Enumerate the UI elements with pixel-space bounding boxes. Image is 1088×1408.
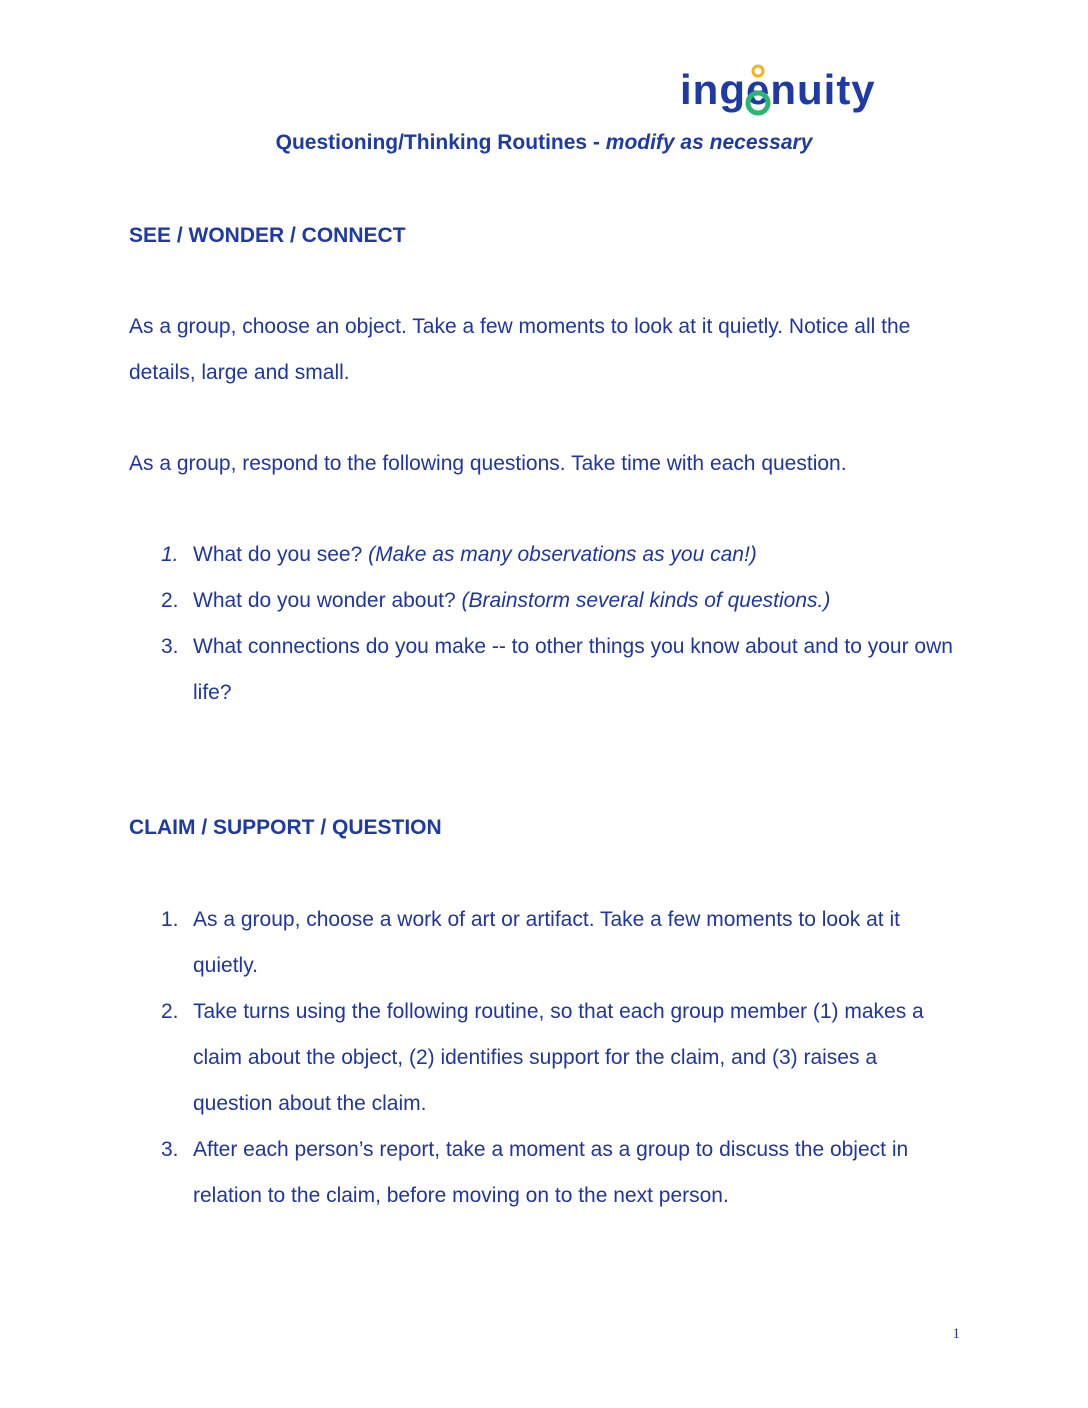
list-item-text: What do you see? — [193, 543, 369, 566]
list-item-hint: (Brainstorm several kinds of questions.) — [461, 589, 831, 612]
list-item-text: As a group, choose a work of art or artifact. Take a few moments to look at it quietly. — [193, 908, 900, 977]
list-item — [129, 897, 959, 989]
section2-step-list — [129, 897, 959, 1219]
list-item — [129, 532, 959, 578]
list-item-text: Take turns using the following routine, so that each group member (1) makes a claim about the object, (2) identifies support for the claim, and (3) raises a question about the claim. — [193, 1000, 924, 1115]
page-number: 1 — [952, 1326, 960, 1342]
list-item — [129, 624, 959, 716]
list-item — [129, 1127, 959, 1219]
list-item-text: After each person’s report, take a moment as a group to discuss the object in relation to the claim, before moving on to the next person. — [193, 1138, 909, 1207]
logo-text: ingenuity — [680, 66, 876, 113]
document-title — [0, 131, 1088, 155]
list-item-text: What do you wonder about? — [193, 589, 462, 612]
title-main: Questioning/Thinking Routines - — [275, 131, 606, 154]
list-item — [129, 578, 959, 624]
title-emphasis: modify as necessary — [605, 131, 813, 154]
list-item-number: 2. — [161, 1000, 179, 1023]
section-heading-see-wonder-connect: SEE / WONDER / CONNECT — [129, 224, 406, 247]
section1-question-list — [129, 532, 959, 716]
logo-wordmark — [680, 66, 876, 113]
list-item-hint: (Make as many observations as you can!) — [368, 543, 757, 566]
section1-paragraph-1: As a group, choose an object. Take a few moments to look at it quietly. Notice all the details, large and small. — [129, 315, 911, 384]
list-item-number: 2. — [161, 589, 179, 612]
list-item — [129, 989, 959, 1127]
section1-paragraph-2: As a group, respond to the following questions. Take time with each question. — [129, 452, 847, 475]
ingenuity-logo — [680, 62, 944, 120]
list-item-number: 3. — [161, 1138, 179, 1161]
section-heading-claim-support-question: CLAIM / SUPPORT / QUESTION — [129, 816, 442, 839]
list-item-number: 1. — [161, 543, 179, 566]
list-item-text: What connections do you make -- to other things you know about and to your own life? — [193, 635, 953, 704]
list-item-number: 3. — [161, 635, 179, 658]
list-item-number: 1. — [161, 908, 179, 931]
